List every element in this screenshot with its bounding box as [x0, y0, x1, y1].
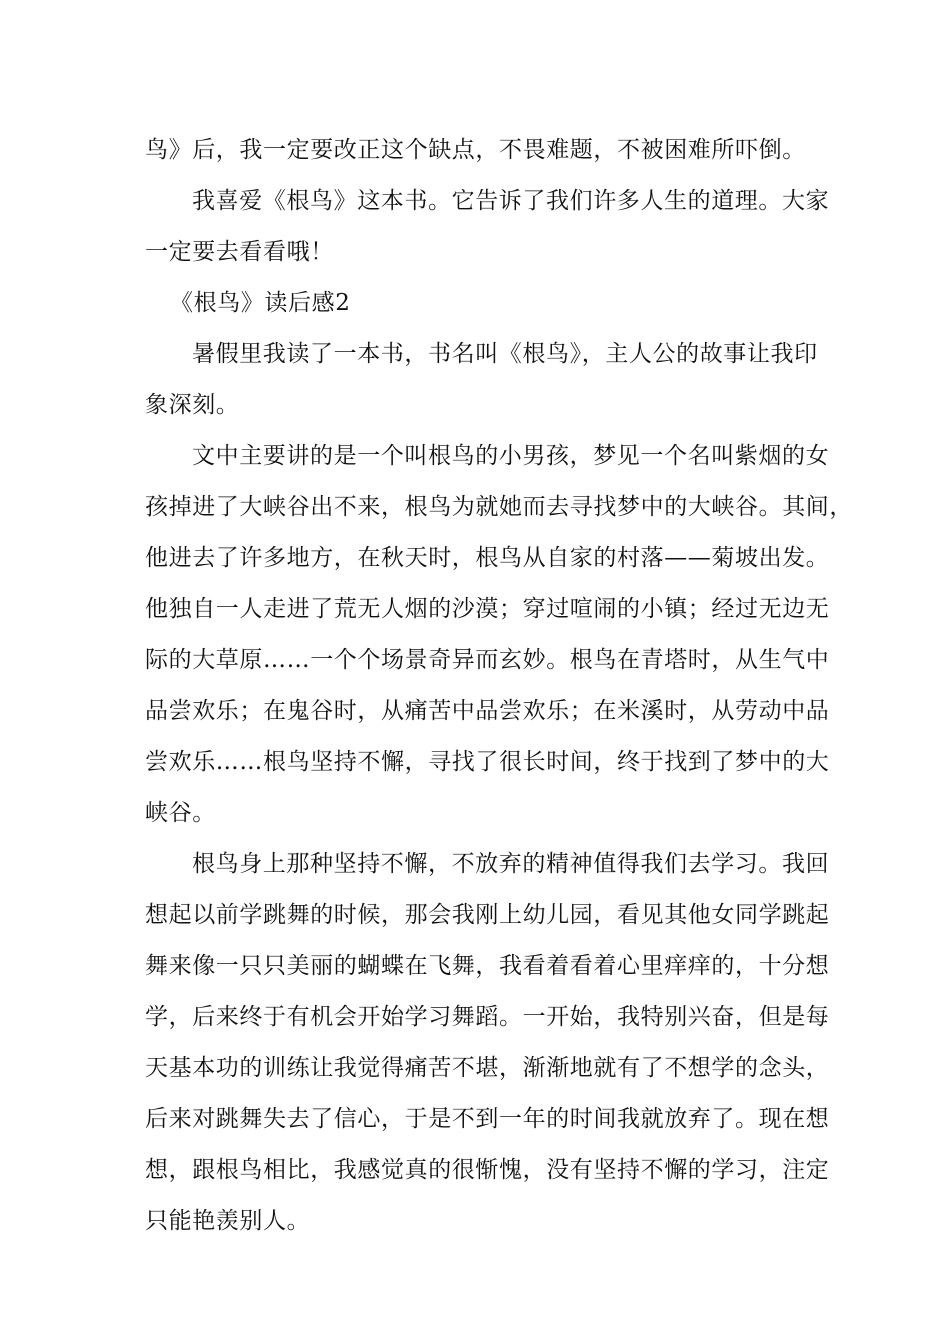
paragraph-line: 想，跟根鸟相比，我感觉真的很惭愧，没有坚持不懈的学习，注定 [145, 1157, 830, 1183]
paragraph-line: 学，后来终于有机会开始学习舞蹈。一开始，我特别兴奋，但是每 [145, 1004, 830, 1030]
paragraph-line: 天基本功的训练让我觉得痛苦不堪，渐渐地就有了不想学的念头， [145, 1055, 830, 1081]
paragraph-line: 尝欢乐……根鸟坚持不懈，寻找了很长时间，终于找到了梦中的大 [145, 749, 830, 775]
paragraph-line: 他进去了许多地方，在秋天时，根鸟从自家的村落——菊坡出发。 [145, 545, 830, 571]
paragraph-line: 际的大草原……一个个场景奇异而玄妙。根鸟在青塔时，从生气中 [145, 647, 830, 673]
paragraph-line: 舞来像一只只美丽的蝴蝶在飞舞，我看着看着心里痒痒的，十分想 [145, 953, 830, 979]
paragraph-line: 根鸟身上那种坚持不懈，不放弃的精神值得我们去学习。我回 [192, 851, 830, 877]
paragraph-line: 象深刻。 [145, 392, 240, 418]
section-heading: 《根鸟》读后感2 [170, 290, 351, 316]
paragraph-line: 我喜爱《根鸟》这本书。它告诉了我们许多人生的道理。大家 [192, 188, 830, 214]
paragraph-line: 峡谷。 [145, 800, 216, 826]
paragraph-line: 想起以前学跳舞的时候，那会我刚上幼儿园，看见其他女同学跳起 [145, 902, 830, 928]
paragraph-line: 文中主要讲的是一个叫根鸟的小男孩，梦见一个名叫紫烟的女 [192, 443, 830, 469]
paragraph-line: 孩掉进了大峡谷出不来，根鸟为就她而去寻找梦中的大峡谷。其间， [145, 494, 853, 520]
paragraph-line: 鸟》后，我一定要改正这个缺点，不畏难题，不被困难所吓倒。 [145, 137, 806, 163]
paragraph-line: 后来对跳舞失去了信心，于是不到一年的时间我就放弃了。现在想 [145, 1106, 830, 1132]
paragraph-line: 暑假里我读了一本书，书名叫《根鸟》，主人公的故事让我印 [192, 341, 818, 367]
paragraph-line: 一定要去看看哦！ [145, 239, 334, 265]
paragraph-line: 他独自一人走进了荒无人烟的沙漠；穿过喧闹的小镇；经过无边无 [145, 596, 830, 622]
paragraph-line: 只能艳羡别人。 [145, 1208, 311, 1234]
paragraph-line: 品尝欢乐；在鬼谷时，从痛苦中品尝欢乐；在米溪时，从劳动中品 [145, 698, 830, 724]
